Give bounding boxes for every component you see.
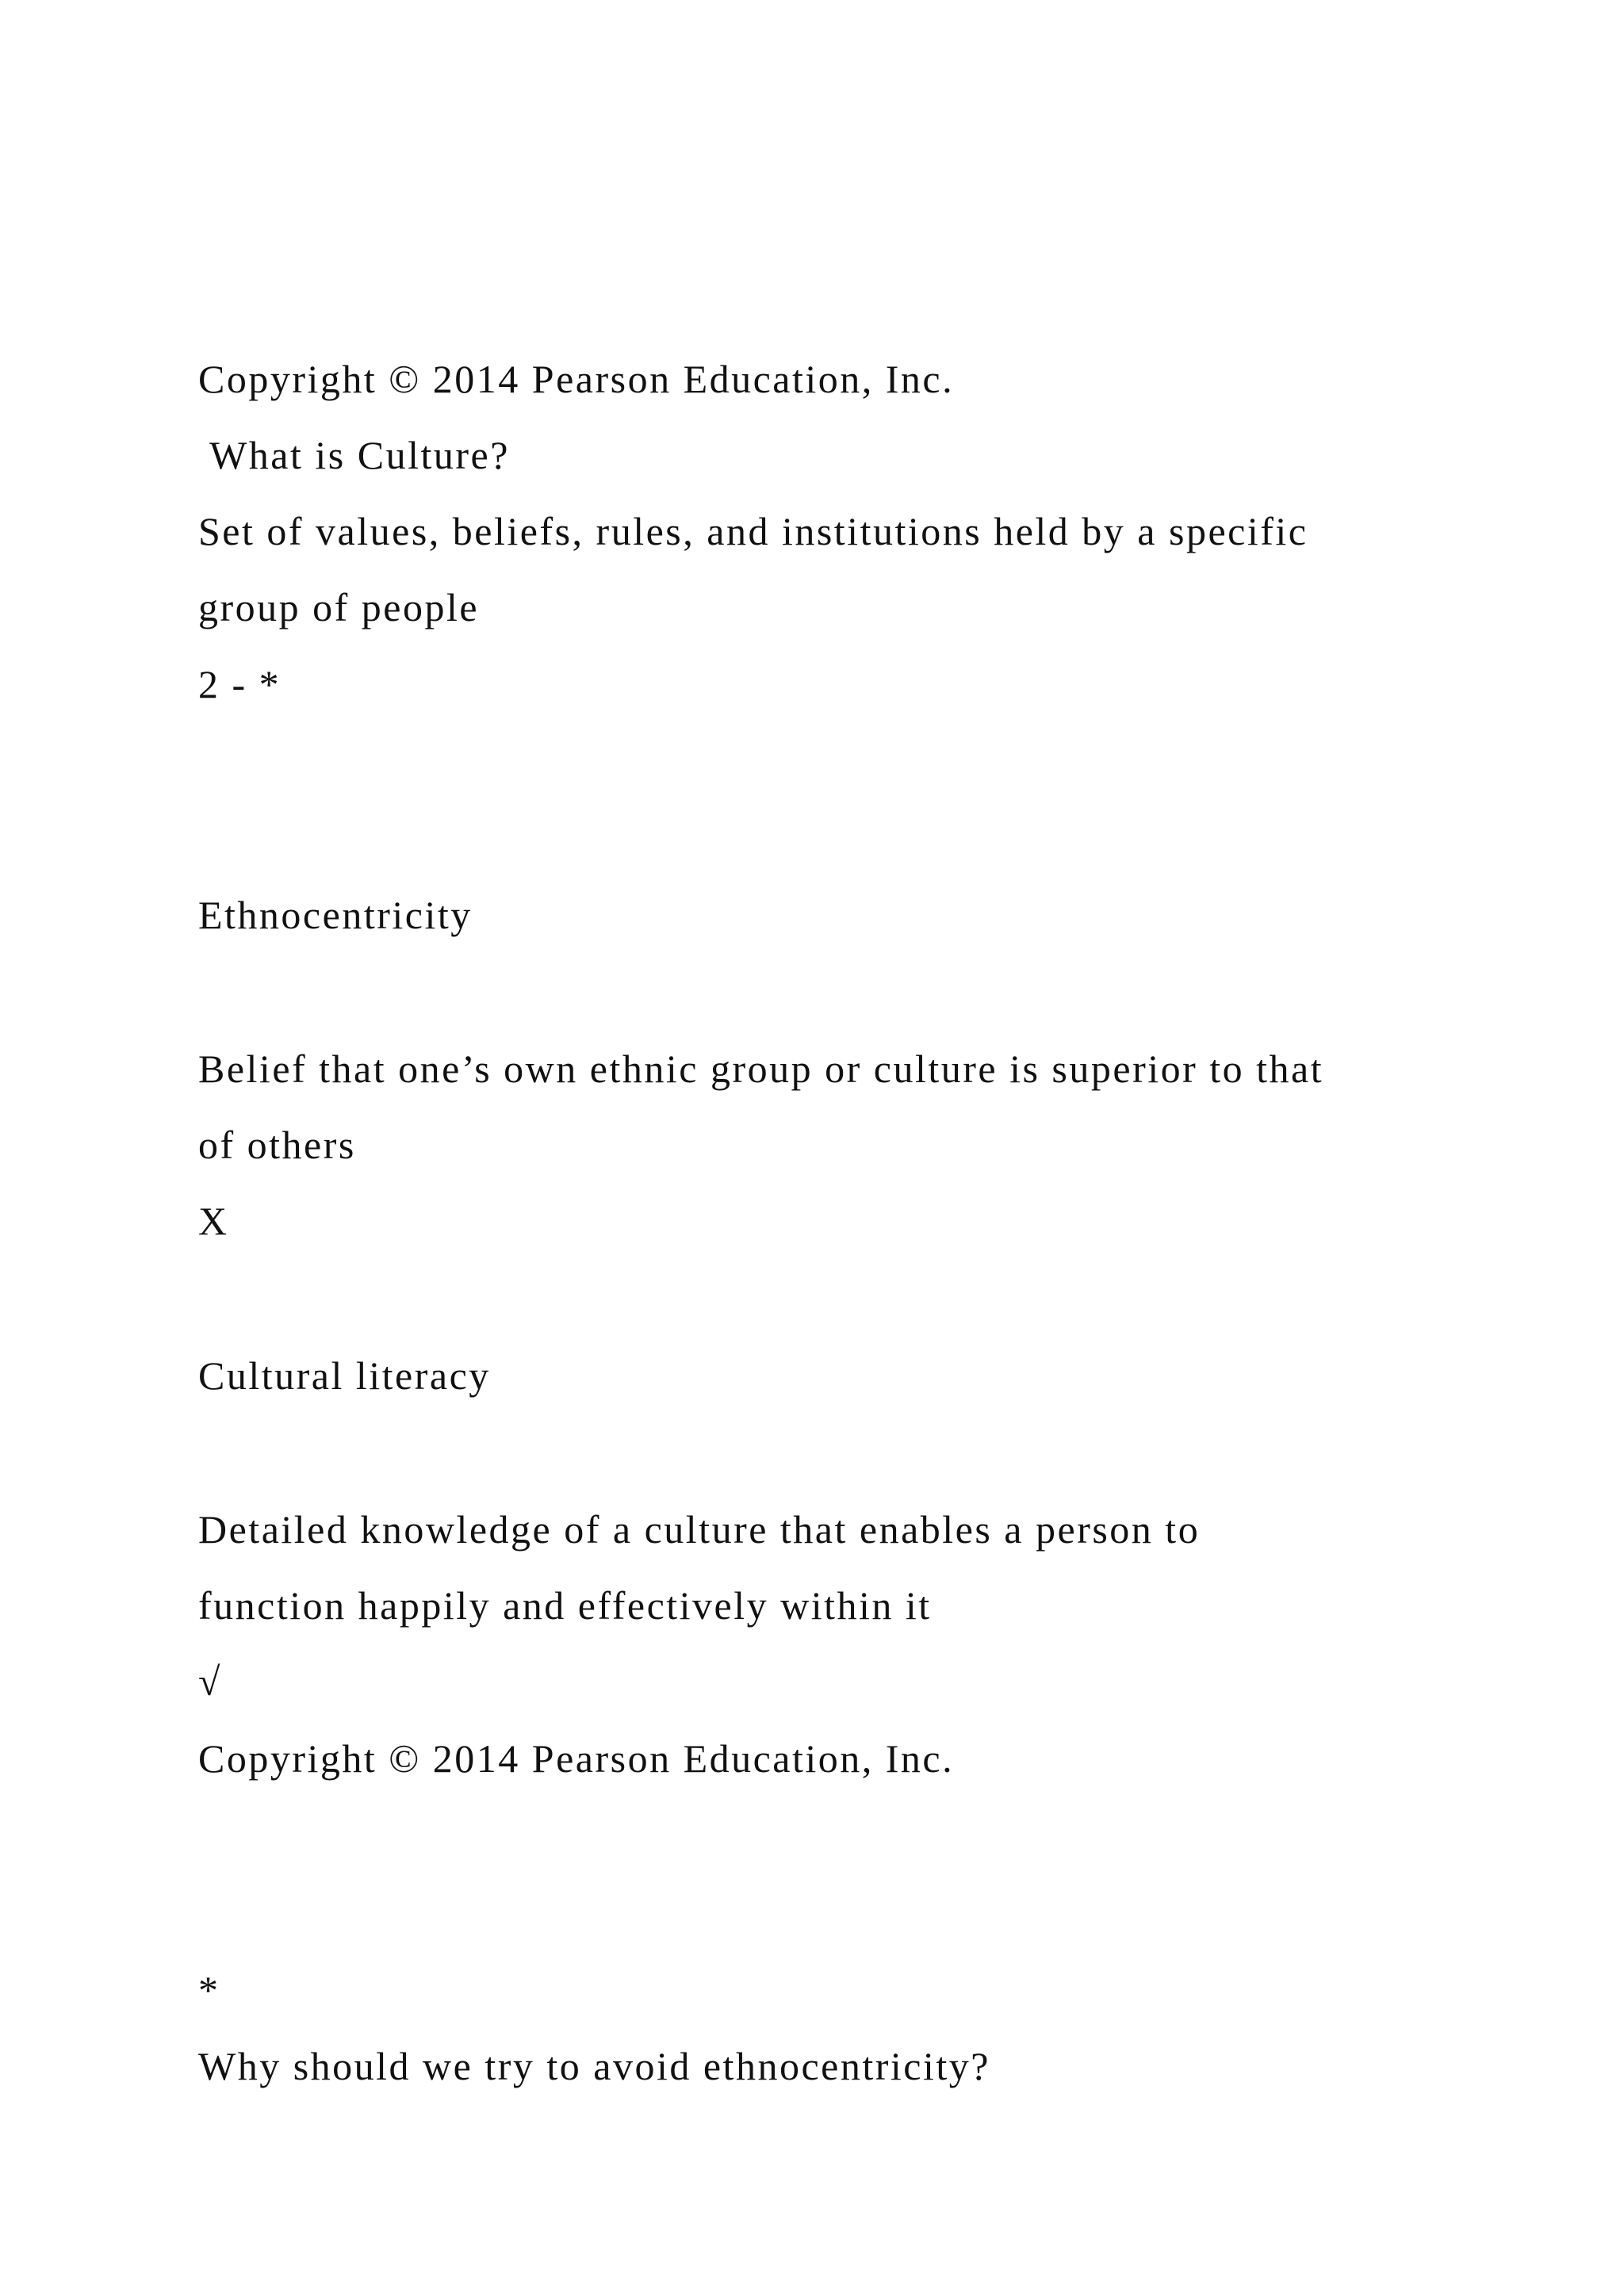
- slide-number: 2 - *: [198, 662, 282, 706]
- culture-definition-line-1: Set of values, beliefs, rules, and institutions held by a specific: [198, 509, 1308, 553]
- asterisk: *: [198, 1968, 220, 2012]
- cultural-literacy-definition-line-2: function happily and effectively within it: [198, 1583, 932, 1628]
- cultural-literacy-definition-line-1: Detailed knowledge of a culture that enables a person to: [198, 1507, 1201, 1552]
- question-line: Why should we try to avoid ethnocentricity?: [198, 2044, 990, 2088]
- check-mark: √: [198, 1659, 222, 1704]
- copyright-line-2: Copyright © 2014 Pearson Education, Inc.: [198, 1736, 955, 1781]
- ethnocentricity-definition-line-2: of others: [198, 1123, 356, 1167]
- term-ethnocentricity: Ethnocentricity: [198, 893, 473, 937]
- heading-what-is-culture: What is Culture?: [198, 433, 510, 477]
- term-cultural-literacy: Cultural literacy: [198, 1353, 491, 1398]
- copyright-line: Copyright © 2014 Pearson Education, Inc.: [198, 357, 955, 401]
- cross-mark: X: [198, 1199, 229, 1243]
- culture-definition-line-2: group of people: [198, 585, 480, 629]
- ethnocentricity-definition-line-1: Belief that one’s own ethnic group or culture is superior to that: [198, 1047, 1324, 1091]
